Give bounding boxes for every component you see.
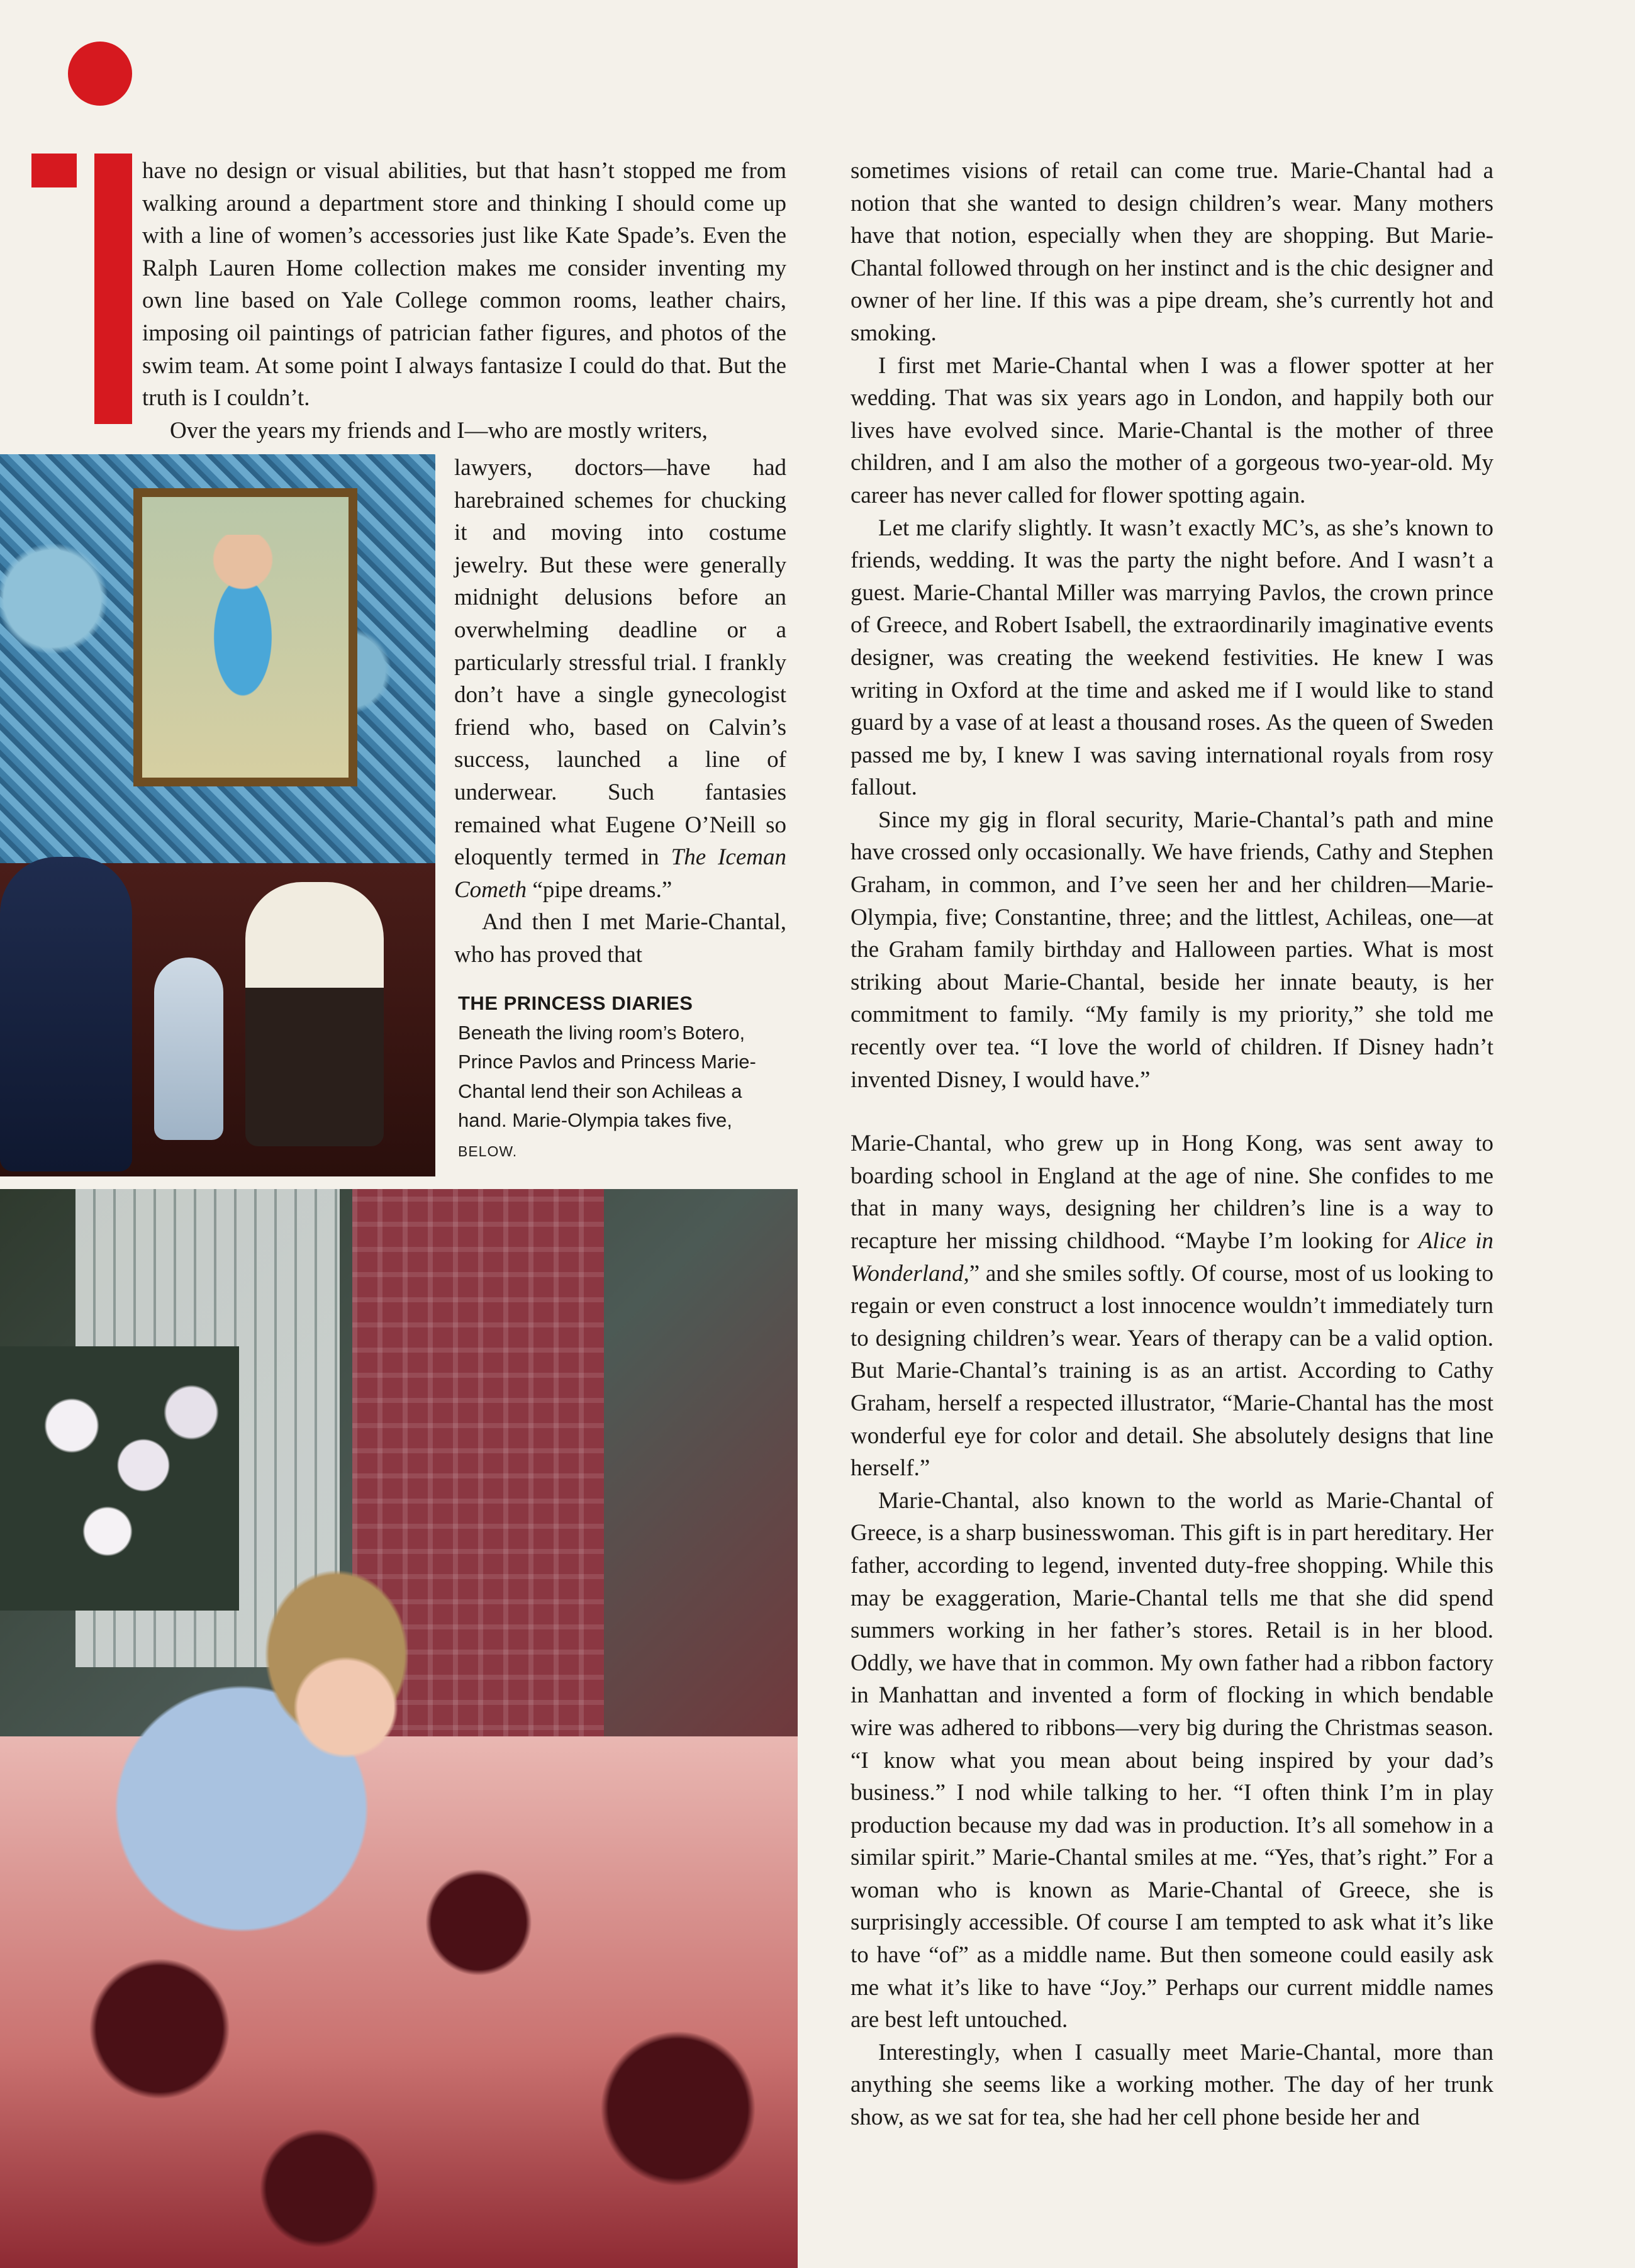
caption-text: Beneath the living room’s Botero, Prince Pavlos and Princess Marie-Chantal lend their son Achileas a hand. Marie-Olympia takes five, BELOW.	[458, 1021, 756, 1159]
paragraph-r7: Interestingly, when I casually meet Marie-Chantal, more than anything she seems like a working mother. The day of her trunk show, as we sat for tea, she had her cell phone beside her and	[851, 2039, 1493, 2131]
paragraph-r2: I first met Marie-Chantal when I was a flower spotter at her wedding. That was six years ago in London, and happily both our lives have evolved since. Marie-Chantal is the mother of three children, and I am also the mother of a gorgeous two-year-old. My career has never called for flower spotting again.	[851, 352, 1493, 508]
botero-painting	[133, 488, 357, 786]
paragraph-1: have no design or visual abilities, but that hasn’t stopped me from walking around a department store and thinking I should come up with a line of women’s accessories just like Kate Spade’s. Even the Ralph Lauren Home collection makes me consider inventing my own line based on Yale College common rooms, leather chairs, imposing oil paintings of patrician father figures, and photos of the swim team. At some point I always fantasize I could do that. But the truth is I couldn’t.	[142, 158, 786, 411]
photo-girl-on-sofa	[0, 1189, 798, 2268]
article-column-left	[142, 155, 786, 447]
drop-cap-i	[94, 154, 132, 424]
article-column-left-wrap	[454, 452, 786, 971]
marie-olympia	[38, 1567, 491, 2007]
photo-family-living-room	[0, 454, 435, 1176]
paragraph-r5: Marie-Chantal, who grew up in Hong Kong, was sent away to boarding school in England at the age of nine. She confides to me that in many ways, designing her children’s line is a way to recapture her missing childhood. “Maybe I’m looking for Alice in Wonderland,” and she smiles softly. Of course, most of us looking to regain or even construct a lost innocence wouldn’t immediately turn to designing children’s wear. Years of therapy can be a valid option. But Marie-Chantal’s training is as an artist. According to Cathy Graham, herself a respected illustrator, “Marie-Chantal has the most wonderful eye for color and detail. She absolutely designs that line herself.”	[851, 1131, 1494, 1482]
book-title: The Iceman Cometh	[454, 844, 786, 903]
red-dot-ornament	[68, 42, 132, 106]
prince-pavlos	[0, 857, 132, 1171]
article-column-right	[851, 155, 1493, 2134]
paragraph-r4: Since my gig in floral security, Marie-Chantal’s path and mine have crossed only occasionally. We have friends, Cathy and Stephen Graham, in common, and I’ve seen her and her children—Marie-Olympia, five; Constantine, three; and the littlest, Achileas, one—at the Graham family birthday and Halloween parties. What is most striking about Marie-Chantal, beside her innate beauty, is her commitment to family. “My family is my priority,” she told me recently over tea. “I love the world of children. If Disney hadn’t invented Disney, I would have.”	[851, 807, 1493, 1093]
paragraph-r3: Let me clarify slightly. It wasn’t exactly MC’s, as she’s known to friends, wedding. It was the party the night before. And I wasn’t a guest. Marie-Chantal Miller was marrying Pavlos, the crown prince of Greece, and Robert Isabell, the extraordinarily imaginative events designer, was creating the weekend festivities. He knew I was writing in Oxford at the time and asked me if I would like to stand guard by a vase of at least a thousand roses. As the queen of Sweden passed me by, I knew I was saving international royals from rosy fallout.	[851, 515, 1493, 801]
paragraph-3: And then I met Marie-Chantal, who has proved that	[454, 909, 786, 968]
paragraph-2-start: Over the years my friends and I—who are mostly writers,	[170, 417, 708, 444]
achileas	[154, 958, 223, 1140]
drop-cap-i-serif	[31, 154, 77, 187]
paragraph-r1: sometimes visions of retail can come true. Marie-Chantal had a notion that she wanted to design children’s wear. Many mothers have that notion, especially when they are shopping. But Marie-Chantal followed through on her instinct and is the chic designer and owner of her line. If this was a pipe dream, she’s currently hot and smoking.	[851, 158, 1493, 346]
paragraph-2-wrap: lawyers, doctors—have had harebrained schemes for chucking it and moving into costume jewelry. But these were generally midnight delusions before an overwhelming deadline or a particularly stressful trial. I frankly don’t have a single gynecologist friend who, based on Calvin’s success, launched a line of underwear. Such fantasies remained what Eugene O’Neill so eloquently termed in The Iceman Cometh “pipe dreams.”	[454, 455, 786, 903]
photo-caption	[458, 989, 785, 1166]
book-title: Alice in Wonderland,	[851, 1228, 1494, 1287]
paragraph-r6: Marie-Chantal, also known to the world as Marie-Chantal of Greece, is a sharp businesswoman. This gift is in part hereditary. Her father, according to legend, invented duty-free shopping. While this may be exaggeration, Marie-Chantal tells me that she did spend summers working in her father’s stores. Retail is in her blood. Oddly, we have that in common. My own father had a ribbon factory in Manhattan and invented a form of flocking in which bendable wire was adhered to ribbons—very big during the Christmas season. “I know what you mean about being inspired by your dad’s business.” I nod while talking to her. “I often think I’m in play production because my dad was in production. It’s all somehow in a similar spirit.” Marie-Chantal smiles at me. “Yes, that’s right.” For a woman who is known as Marie-Chantal of Greece, she is surprisingly accessible. Of course I am tempted to ask what it’s like to have “of” as a middle name. But then someone could easily ask me what it’s like to have “Joy.” Perhaps our current middle names are best left untouched.	[851, 1487, 1493, 2033]
princess-marie-chantal	[245, 882, 384, 1146]
caption-title: THE PRINCESS DIARIES	[458, 992, 693, 1014]
